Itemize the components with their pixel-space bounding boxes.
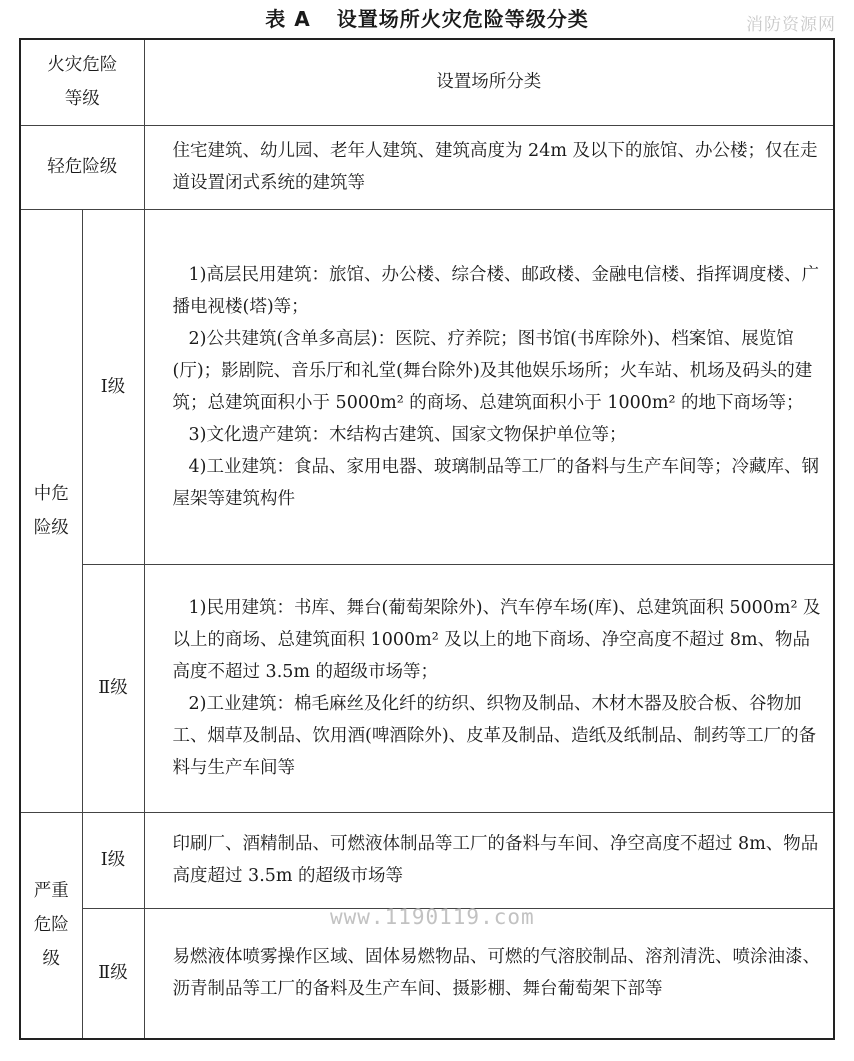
table-title [0, 4, 854, 34]
level-medium-line2: 险级 [33, 517, 69, 538]
occupancy-medium-1-item: 4)工业建筑：食品、家用电器、玻璃制品等工厂的备料与生产车间等；冷藏库、钢屋架等建筑构件 [172, 456, 819, 509]
header-hazard-level-line2: 等级 [64, 89, 100, 110]
table-row-severe-1 [20, 812, 834, 908]
watermark-middle: www.1190119.com [330, 905, 535, 929]
occupancy-light [144, 125, 834, 209]
table-caption: 设置场所火灾危险等级分类 [336, 7, 589, 31]
table-header-row [20, 39, 834, 125]
occupancy-severe-1 [144, 812, 834, 908]
occupancy-medium-2 [144, 564, 834, 812]
level-light: 轻危险级 [20, 125, 144, 209]
occupancy-severe-1-text: 印刷厂、酒精制品、可燃液体制品等工厂的备料与车间、净空高度不超过 8m、物品高度超过 3.5m 的超级市场等 [172, 834, 819, 886]
occupancy-severe-2-text: 易燃液体喷雾操作区域、固体易燃物品、可燃的气溶胶制品、溶剂清洗、喷涂油漆、沥青制品等工厂的备料及生产车间、摄影棚、舞台葡萄架下部等 [172, 947, 820, 1000]
level-medium-grade-2: Ⅱ级 [82, 564, 144, 812]
level-severe-grade-1: Ⅰ级 [82, 812, 144, 908]
watermark-top: 消防资源网 [746, 15, 836, 35]
occupancy-medium-2-item: 1)民用建筑：书库、舞台(葡萄架除外)、汽车停车场(库)、总建筑面积 5000m² 及以上的商场、总建筑面积 1000m² 及以上的地下商场、净空高度不超过 8m、物品高度不超过 3.5m 的超级市场等； [172, 598, 821, 682]
occupancy-light-text: 住宅建筑、幼儿园、老年人建筑、建筑高度为 24m 及以下的旅馆、办公楼；仅在走道设置闭式系统的建筑等 [172, 141, 818, 193]
occupancy-medium-1-item: 2)公共建筑(含单多高层)：医院、疗养院；图书馆(书库除外)、档案馆、展览馆(厅)；影剧院、音乐厅和礼堂(舞台除外)及其他娱乐场所；火车站、机场及码头的建筑；总建筑面积小于 5000m² 的商场、总建筑面积小于 1000m² 的地下商场等； [172, 328, 813, 413]
level-medium [20, 209, 82, 812]
level-severe-line1: 严重 [33, 881, 69, 902]
level-severe-grade-2: Ⅱ级 [82, 908, 144, 1039]
level-severe-line2: 危险 [33, 915, 69, 936]
level-medium-line1: 中危 [33, 483, 69, 504]
header-occupancy-class: 设置场所分类 [144, 39, 834, 125]
table-row-medium-1 [20, 209, 834, 564]
occupancy-medium-1-item: 1)高层民用建筑：旅馆、办公楼、综合楼、邮政楼、金融电信楼、指挥调度楼、广播电视楼(塔)等； [172, 264, 819, 317]
header-hazard-level-line1: 火灾危险 [47, 55, 118, 76]
level-severe [20, 812, 82, 1039]
table-number: 表 A [265, 7, 311, 31]
occupancy-medium-2-item: 2)工业建筑：棉毛麻丝及化纤的纺织、织物及制品、木材木器及胶合板、谷物加工、烟草及制品、饮用酒(啤酒除外)、皮革及制品、造纸及纸制品、制药等工厂的备料与生产车间等 [172, 694, 817, 778]
occupancy-medium-1 [144, 209, 834, 564]
hazard-classification-table [19, 38, 835, 1040]
table-row-medium-2 [20, 564, 834, 812]
level-medium-grade-1: Ⅰ级 [82, 209, 144, 564]
header-hazard-level [20, 39, 144, 125]
level-severe-line3: 级 [42, 949, 60, 970]
table-row-light [20, 125, 834, 209]
occupancy-medium-1-item: 3)文化遗产建筑：木结构古建筑、国家文物保护单位等； [188, 424, 627, 445]
